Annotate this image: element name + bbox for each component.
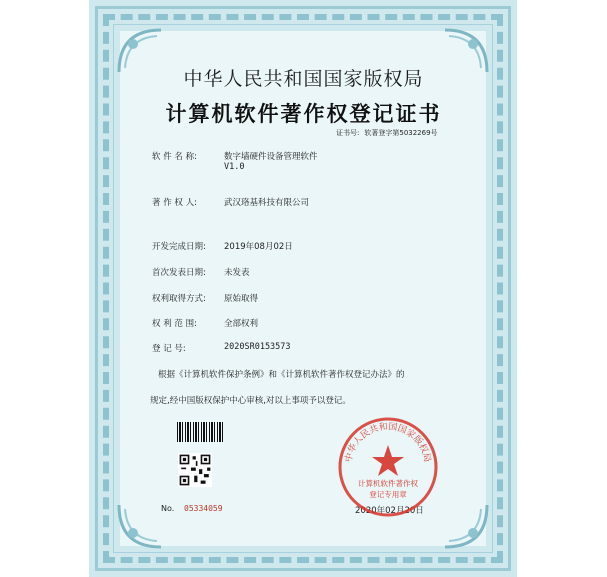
field-value: 数字墙硬件设备管理软件: [224, 152, 318, 162]
issue-date: 2020年02月20日: [355, 506, 424, 516]
corner-ornament-icon: [117, 503, 163, 549]
seal-ring-text: 中华人民共和国国家版权局: [344, 422, 432, 464]
field-label: 软 件 名 称:: [152, 152, 197, 162]
certificate-number: [336, 128, 443, 138]
field-value: 全部权利: [224, 319, 259, 329]
field-label: 开发完成日期:: [152, 242, 206, 252]
serial-number-value: 05334059: [184, 504, 223, 513]
certificate-title: 计算机软件著作权登记证书: [165, 102, 442, 126]
seal-inner-text-line2: 登记专用章: [369, 490, 407, 499]
field-copyright-owner: [152, 196, 310, 208]
certification-paragraph-line2: 规定,经中国版权保护中心审核,对以上事项予以登记。: [150, 396, 351, 406]
certificate-number-value: 软著登字第5032269号: [364, 129, 438, 137]
official-seal-icon: [336, 415, 440, 519]
issuer-title: 中华人民共和国国家版权局: [183, 68, 424, 90]
field-registration-number: [152, 342, 291, 354]
field-acquisition-method: [152, 292, 259, 304]
seal-inner-text-line1: 计算机软件著作权: [358, 479, 418, 488]
field-label: 权利取得方式:: [152, 294, 206, 304]
field-value: 2019年08月02日: [224, 242, 293, 252]
field-value: V1.0: [224, 162, 245, 172]
field-value: 2020SR0153573: [224, 342, 291, 352]
field-completion-date: [152, 240, 293, 252]
field-label: 权 利 范 围:: [152, 319, 197, 329]
serial-number-label: No.: [161, 504, 175, 513]
field-value: 未发表: [224, 268, 250, 278]
field-label: 登 记 号:: [152, 344, 186, 354]
corner-ornament-icon: [443, 503, 489, 549]
certificate-number-label: 证书号:: [336, 129, 360, 137]
field-value: 武汉珞基科技有限公司: [224, 198, 310, 208]
field-rights-scope: [152, 317, 259, 329]
field-label: 首次发表日期:: [152, 268, 206, 278]
field-first-publication: [152, 266, 250, 278]
barcode-icon: [177, 422, 223, 442]
field-software-name: [152, 150, 318, 162]
field-value: 原始取得: [224, 294, 259, 304]
certification-paragraph-line1: 根据《计算机软件保护条例》和《计算机软件著作权登记办法》的: [158, 370, 405, 380]
field-label: 著 作 权 人:: [152, 198, 197, 208]
qr-code-icon: [178, 453, 212, 487]
